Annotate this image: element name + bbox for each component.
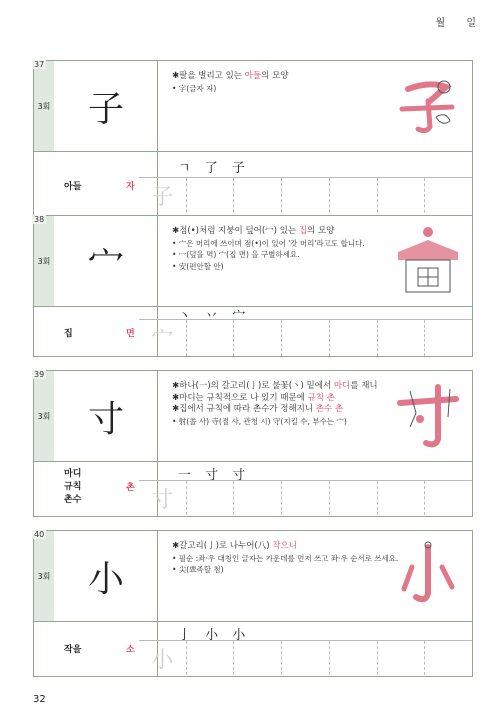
hook-illustration <box>390 537 466 613</box>
trace-character: 寸 <box>151 488 174 513</box>
grade-label: 3회 <box>34 61 54 151</box>
writing-grid[interactable] <box>139 480 472 515</box>
grid-cell[interactable] <box>187 320 235 356</box>
trace-character: 宀 <box>151 327 174 352</box>
stroke-order: ㄱ 了 子 <box>178 161 250 176</box>
card-number: 39 <box>34 370 45 379</box>
grid-cell[interactable] <box>187 481 235 515</box>
description-line: • 필순 :좌·우 대칭인 글자는 가운데를 먼저 쓰고 좌·우 순서로 쓰세요. <box>172 553 399 563</box>
grid-cell[interactable] <box>139 178 187 218</box>
description-line: ✱갈고리(亅)로 나누어(八) 작으니 <box>172 541 297 551</box>
card-top <box>34 531 472 622</box>
house-illustration <box>390 222 466 298</box>
day-label: 일 <box>466 18 478 29</box>
meaning-text: 아들 <box>64 182 82 192</box>
description <box>172 71 392 94</box>
meaning-text: 마디 <box>64 469 82 479</box>
char-card-40 <box>33 530 473 677</box>
description-line: • 安(편안할 안) <box>172 261 224 271</box>
description-line: • 射(쏠 사) 寺(절 사, 관청 시) 守(지킬 수, 부수는 宀) <box>172 416 347 426</box>
reading-text: 촌 <box>126 483 135 493</box>
grid-cell[interactable] <box>234 641 282 675</box>
stroke-order: 一 寸 寸 <box>178 468 251 483</box>
grid-cell[interactable] <box>425 641 472 675</box>
trace-character: 小 <box>151 648 174 673</box>
meaning-list <box>64 468 81 507</box>
page-number: 32 <box>33 694 46 705</box>
description-line: ✱마디는 규칙적으로 나 있기 때문에 규칙 촌 <box>172 392 335 403</box>
grid-cell[interactable] <box>425 481 472 515</box>
grid-cell[interactable] <box>187 641 235 675</box>
grid-cell[interactable] <box>378 320 426 356</box>
big-character: 子 <box>55 61 158 151</box>
grade-label: 3회 <box>34 531 54 621</box>
writing-grid[interactable] <box>139 177 472 218</box>
grid-cell[interactable] <box>282 481 330 515</box>
card-top <box>34 371 472 462</box>
card-number: 38 <box>34 215 45 224</box>
grade-label: 3회 <box>34 216 54 306</box>
description-line: ✱집에서 규칙에 따라 촌수가 정해지니 촌수 촌 <box>172 404 344 414</box>
description-line: ✱점(•)처럼 지붕이 덮어(冖) 있는 집의 모양 <box>172 226 335 236</box>
card-bottom <box>34 462 472 516</box>
grid-cell[interactable] <box>139 320 187 356</box>
card-bottom <box>34 307 472 356</box>
reading-text: 면 <box>126 329 135 339</box>
grid-cell[interactable] <box>330 641 378 675</box>
writing-grid[interactable] <box>139 640 472 675</box>
big-character: 寸 <box>55 371 158 461</box>
description <box>172 381 412 427</box>
meaning-text: 규칙 <box>64 482 82 492</box>
description-line: ✱하나(一)의 갈고리(亅)로 불꽃(丶) 밑에서 마디를 재니 <box>172 381 378 391</box>
grid-cell[interactable] <box>378 641 426 675</box>
big-character: 小 <box>55 531 158 621</box>
grid-cell[interactable] <box>378 178 426 218</box>
card-bottom <box>34 152 472 219</box>
card-top <box>34 61 472 152</box>
meaning-text: 촌수 <box>64 495 82 505</box>
child-illustration <box>390 67 466 143</box>
grid-cell[interactable] <box>425 178 472 218</box>
big-character: 宀 <box>55 216 158 306</box>
month-label: 월 <box>435 18 448 29</box>
grid-cell[interactable] <box>139 641 187 675</box>
char-card-38 <box>33 215 473 357</box>
grid-cell[interactable] <box>234 320 282 356</box>
grade-label: 3회 <box>34 371 54 461</box>
stroke-order: 亅 小 小 <box>178 628 251 643</box>
meaning-text: 작을 <box>64 645 82 655</box>
meaning-text: 집 <box>64 329 73 339</box>
description-line: • 冖(덮을 멱) 宀(집 면) 을 구별하세요. <box>172 250 300 259</box>
date-header <box>421 14 478 29</box>
stroke-order: 丶 丷 宀 <box>178 309 251 324</box>
reading-text: 자 <box>126 182 135 192</box>
grid-cell[interactable] <box>234 178 282 218</box>
grid-cell[interactable] <box>378 481 426 515</box>
grid-cell[interactable] <box>330 320 378 356</box>
reading-text: 소 <box>126 645 135 655</box>
grid-cell[interactable] <box>139 481 187 515</box>
grid-cell[interactable] <box>282 641 330 675</box>
grid-cell[interactable] <box>187 178 235 218</box>
card-bottom <box>34 622 472 676</box>
description-line: • 尖(뾰족할 첨) <box>172 565 224 574</box>
card-top <box>34 216 472 307</box>
description <box>172 226 392 272</box>
description-line: • 宀은 머리에 쓰이며 점(•)이 있어 '갓 머리'라고도 합니다. <box>172 238 365 248</box>
description-line: ✱팔을 벌리고 있는 아들의 모양 <box>172 71 289 81</box>
measure-illustration <box>390 377 466 453</box>
card-number: 40 <box>34 530 45 539</box>
grid-cell[interactable] <box>234 481 282 515</box>
grid-cell[interactable] <box>330 481 378 515</box>
writing-grid[interactable] <box>139 319 472 356</box>
char-card-37 <box>33 60 473 220</box>
char-card-39 <box>33 370 473 517</box>
description-line: • 字(글자 자) <box>172 83 217 93</box>
grid-cell[interactable] <box>425 320 472 356</box>
description <box>172 541 422 576</box>
grid-cell[interactable] <box>282 320 330 356</box>
grid-cell[interactable] <box>282 178 330 218</box>
grid-cell[interactable] <box>330 178 378 218</box>
card-number: 37 <box>34 60 45 69</box>
trace-character: 子 <box>151 185 174 210</box>
